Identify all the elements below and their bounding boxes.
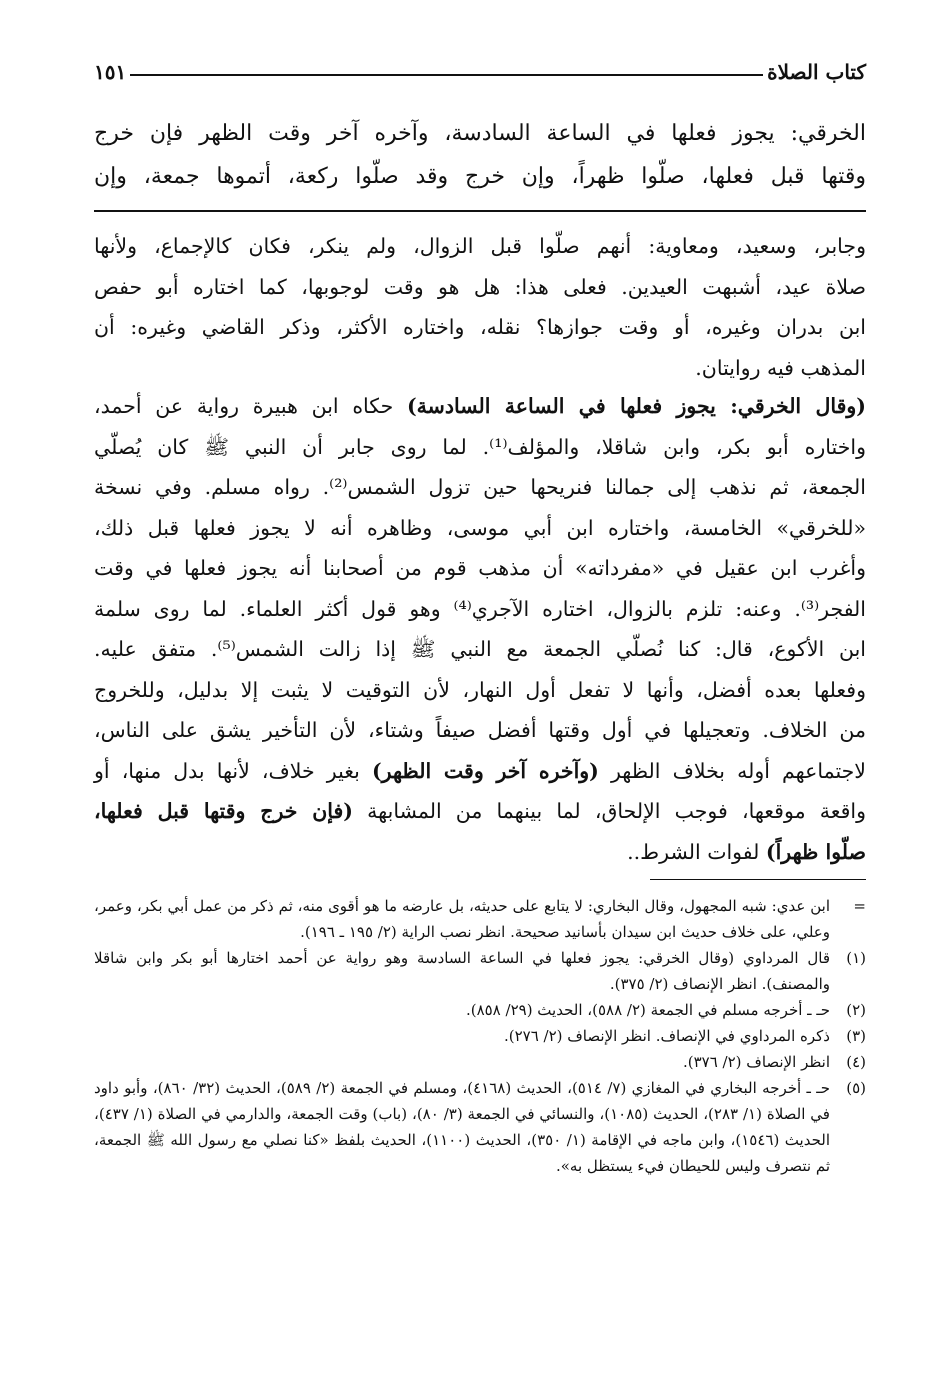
sharh-line: الفجر⁽³⁾. وعنه: تلزم بالزوال، اختاره الآجري⁽⁴⁾ وهو قول أكثر العلماء. لما روى سلمة <box>94 596 866 621</box>
quoted-matn: (وقال الخرقي: يجوز فعلها في الساعة السادسة) <box>406 394 866 418</box>
sharh-text: لاجتماعهم أوله بخلاف الظهر <box>598 758 867 783</box>
sharh-line <box>94 751 866 792</box>
sharh-text: لفوات الشرط.. <box>627 839 766 864</box>
sharh-line: واختاره أبو بكر، وابن شاقلا، والمؤلف⁽¹⁾. لما روى جابر أن النبي ﷺ كان يُصلّي <box>94 434 866 459</box>
sharh-line <box>94 791 866 832</box>
header-rule <box>130 74 763 76</box>
footnote-text: قال المرداوي (وقال الخرقي: يجوز فعلها في الساعة السادسة وهو رواية عن أحمد اختارها أبو بكر وابن شاقلا والمصنف). انظر الإنصاف (٢/ ٣٧٥). <box>94 949 830 993</box>
quoted-matn: (وآخره آخر وقت الظهر) <box>371 758 599 783</box>
quoted-matn: صلّوا ظهراً) <box>765 839 866 864</box>
footnote-label: (٤) <box>846 1053 866 1071</box>
footnote <box>94 893 866 945</box>
sharh-text: حكاه ابن هبيرة رواية عن أحمد، <box>94 394 407 418</box>
footnote-label: (٢) <box>846 1001 866 1019</box>
sharh-line: الجمعة، ثم نذهب إلى جمالنا فنريحها حين تزول الشمس⁽²⁾. رواه مسلم. وفي نسخة <box>94 475 867 499</box>
page-number: ١٥١ <box>94 60 127 84</box>
matn-line: وقتها قبل فعلها، صلّوا ظهراً، وإن خرج وقد صلّوا ركعة، أتموها جمعة، وإن <box>94 164 866 189</box>
footnote-text: انظر الإنصاف (٢/ ٣٧٦). <box>682 1053 830 1071</box>
footnote <box>94 997 866 1023</box>
footnote-separator <box>650 879 866 880</box>
sharh-line <box>94 832 866 873</box>
footnote-label: (١) <box>846 949 866 967</box>
footnote-text: ذكره المرداوي في الإنصاف. انظر الإنصاف (٢/ ٢٧٦). <box>503 1027 830 1045</box>
footnote <box>94 1049 866 1075</box>
sharh-line: من الخلاف. وتعجيلها في أول وقتها أفضل صيفاً وشتاء، لأن التأخير يشق على الناس، <box>94 718 866 742</box>
sharh-line: صلاة عيد، أشبهت العيدين. فعلى هذا: هل هو وقت لوجوبها، كما اختاره أبو حفص <box>94 274 866 299</box>
sharh-line: «للخرقي» الخامسة، واختاره ابن أبي موسى، وظاهره أنه لا يجوز فعلها قبل ذلك، <box>94 515 866 540</box>
sharh-line: وجابر، وسعيد، ومعاوية: أنهم صلّوا قبل الزوال، ولم ينكر، فكان كالإجماع، ولأنها <box>94 234 866 258</box>
footnote <box>94 945 866 997</box>
footnote-label: = <box>853 897 866 915</box>
sharh-line: ابن بدران وغيره، أو وقت جوازها؟ نقله، واختاره الأكثر، وذكر القاضي وغيره: أن <box>94 315 866 339</box>
sharh-line: ابن الأكوع، قال: كنا نُصلّي الجمعة مع النبي ﷺ إذا زالت الشمس⁽⁵⁾. متفق عليه. <box>94 637 866 661</box>
sharh-continuation <box>94 226 866 388</box>
matn-line: الخرقي: يجوز فعلها في الساعة السادسة، وآخره آخر وقت الظهر فإن خرج <box>94 121 866 146</box>
chapter-title: كتاب الصلاة <box>767 60 866 84</box>
footnote-text: ابن عدي: شبه المجهول، وقال البخاري: لا يتابع على حديثه، بل عارضه ما هو أقوى منه، ثم ذكر من عمل أبي بكر، وعمر، وعلي، على خلاف حديث ابن سيدان بأسانيد صحيحة. انظر نصب الراية (٢/ ١٩٥ ـ ١٩٦). <box>94 897 830 941</box>
sharh-line: المذهب فيه روايتان. <box>695 355 866 380</box>
footnote-label: (٥) <box>846 1079 866 1097</box>
footnote <box>94 1075 866 1179</box>
footnote-label: (٣) <box>846 1027 866 1045</box>
footnote-text: حـ ـ أخرجه البخاري في المغازي (٧/ ٥١٤)، الحديث (٤١٦٨)، ومسلم في الجمعة (٢/ ٥٨٩)، الحديث (٣٢/ ٨٦٠)، وأبو داود في الصلاة (١/ ٢٨٣)، الحديث (١٠٨٥)، والنسائي في الجمعة (٣/ ٨٠)، (باب) وقت الجمعة، والدارمي في الصلاة (١/ ٤٣٧)، الحديث (١٥٤٦)، وابن ماجه في الإقامة (١/ ٣٥٠)، الحديث (١١٠٠)، الحديث بلفظ «كنا نصلي مع رسول الله ﷺ الجمعة، ثم نتصرف وليس للحيطان فيء يستظل به». <box>94 1079 831 1175</box>
footnote-text: حـ ـ أخرجه مسلم في الجمعة (٢/ ٥٨٨)، الحديث (٢٩/ ٨٥٨). <box>465 1001 830 1019</box>
matn-separator <box>94 210 866 212</box>
sharh-text: واقعة موقعها، فوجب الإلحاق، لما بينهما من المشابهة <box>353 799 866 823</box>
matn-text <box>94 112 866 198</box>
page-header <box>94 44 866 84</box>
sharh-main-paragraph <box>94 386 866 872</box>
footnote <box>94 1023 866 1049</box>
sharh-line: وفعلها بعده أفضل، وأنها لا تفعل أول النهار، لأن التوقيت لا يثبت إلا بدليل، وللخروج <box>94 677 866 702</box>
quoted-matn: (فإن خرج وقتها قبل فعلها، <box>94 799 354 823</box>
sharh-line: وأغرب ابن عقيل في «مفرداته» أن مذهب قوم من أصحابنا أنه يجوز فعلها في وقت <box>94 556 866 580</box>
footnotes <box>94 893 866 1179</box>
sharh-line <box>94 386 866 427</box>
sharh-text: بغير خلاف، لأنها بدل منها، أو <box>94 758 372 783</box>
